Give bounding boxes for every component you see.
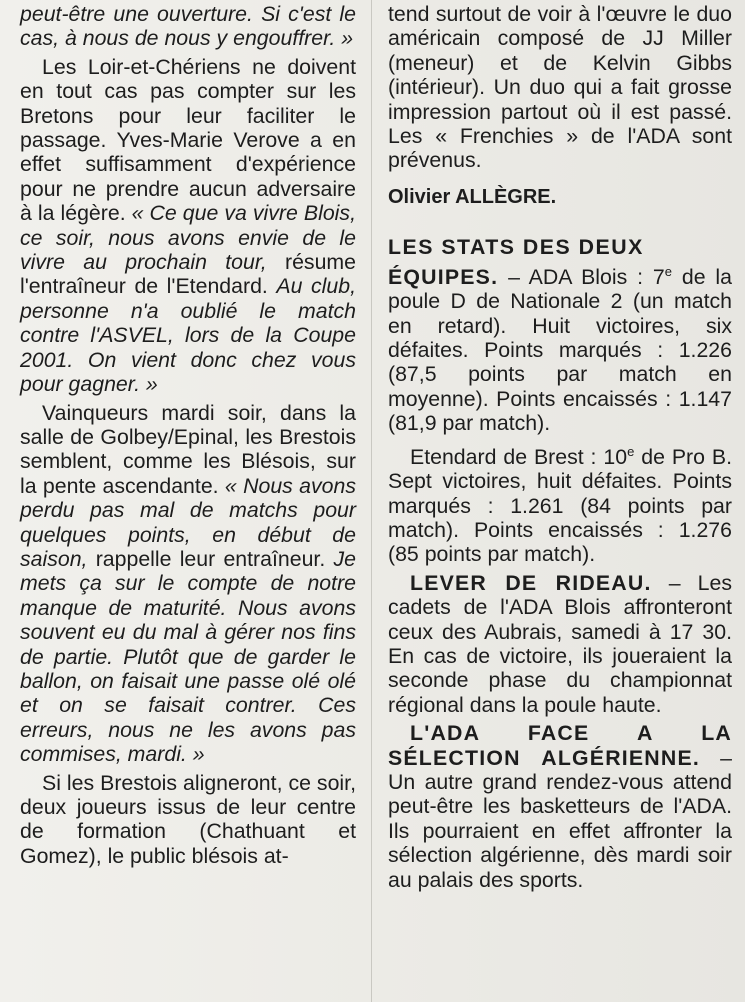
left-column	[20, 2, 356, 868]
body-text: – Les cadets de l'ADA Blois affronteront ceux des Aubrais, samedi à 17 30. En cas de victoire, ils joueraient la seconde phase du championnat régional dans la poule haute.	[388, 570, 733, 717]
body-text: Les Loir-et-Chériens ne doivent en tout cas pas compter sur les Bretons pour leur faciliter le passage. Yves-Marie Verove a en effet suffisamment d'expérience pour ne prendre aucun adversaire à la légère.	[20, 54, 356, 226]
right-column	[388, 2, 732, 892]
ordinal-suffix: e	[627, 443, 635, 459]
stats-heading: LES STATS DES DEUX	[388, 235, 644, 260]
body-text: tend surtout de voir à l'œuvre le duo américain composé de JJ Miller (meneur) et de Kelvin Gibbs (intérieur). Un duo qui a fait grosse impression partout où il est passé. Les « Frenchies » de l'ADA sont prévenus.	[388, 2, 732, 173]
paragraph-brestois	[20, 771, 356, 869]
paragraph-lever	[388, 571, 732, 717]
paragraph-algerie	[388, 721, 732, 892]
body-text: rappelle leur entraîneur.	[87, 546, 334, 571]
body-text: résume l'entraîneur de l'Etendard.	[20, 250, 356, 299]
body-text: Etendard de Brest : 10	[410, 444, 628, 469]
lever-heading: LEVER DE RIDEAU.	[410, 570, 652, 595]
quote-text: « Ce que va vivre Blois, ce soir, nous avons envie de le vivre au prochain tour,	[20, 201, 356, 275]
column-divider	[371, 0, 372, 1002]
paragraph-etendard	[388, 440, 732, 567]
paragraph-bretons	[20, 55, 356, 397]
quote-text: « Nous avons perdu pas mal de matchs pour quelques points, en début de saison,	[20, 473, 356, 571]
body-text: de la poule D de Nationale 2 (un match en retard). Huit victoires, six défaites. Points marqués : 1.226 (87,5 points par match en moyenne). Points encaissés : 1.147 (81,9 par match).	[388, 264, 732, 436]
paragraph-duo	[388, 2, 732, 173]
body-text: – Un autre grand rendez-vous attend peut-être les basketteurs de l'ADA. Ils pourraient en effet affronter la sélection algérienne, dès mardi soir au palais des sports.	[388, 745, 733, 892]
ordinal-suffix: e	[664, 263, 672, 279]
quote-text: peut-être une ouverture. Si c'est le cas, à nous de nous y engouffrer. »	[20, 2, 356, 51]
paragraph-vainqueurs	[20, 401, 356, 767]
stats-heading-cont: ÉQUIPES.	[388, 264, 499, 289]
algerie-heading: L'ADA FACE A LA SÉLECTION ALGÉRIENNE.	[388, 721, 732, 770]
body-text: de Pro B. Sept victoires, huit défaites. Points marqués : 1.261 (84 points par match). Points encaissés : 1.276 (85 points par match).	[388, 444, 732, 567]
author-byline: Olivier ALLÈGRE.	[388, 185, 557, 208]
paragraph-stats	[388, 235, 732, 435]
body-text: Vainqueurs mardi soir, dans la salle de Golbey/Epinal, les Brestois semblent, comme les Blésois, sur la pente ascendante.	[20, 400, 356, 498]
quote-text: Au club, personne n'a oublié le match contre l'ASVEL, lors de la Coupe 2001. On vient donc chez vous pour gagner. »	[20, 274, 356, 397]
body-text: – ADA Blois : 7	[498, 264, 665, 289]
body-text: Si les Brestois aligneront, ce soir, deux joueurs issus de leur centre de formation (Chathuant et Gomez), le public blésois at-	[20, 770, 356, 868]
quote-text: Je mets ça sur le compte de notre manque de maturité. Nous avons souvent eu du mal à gérer nos fins de partie. Plutôt que de garder le ballon, on faisait une passe olé olé et on se faisait contrer. Ces erreurs, nous ne les avons pas commises, mardi. »	[20, 546, 356, 767]
paragraph-quote-end	[20, 2, 356, 51]
